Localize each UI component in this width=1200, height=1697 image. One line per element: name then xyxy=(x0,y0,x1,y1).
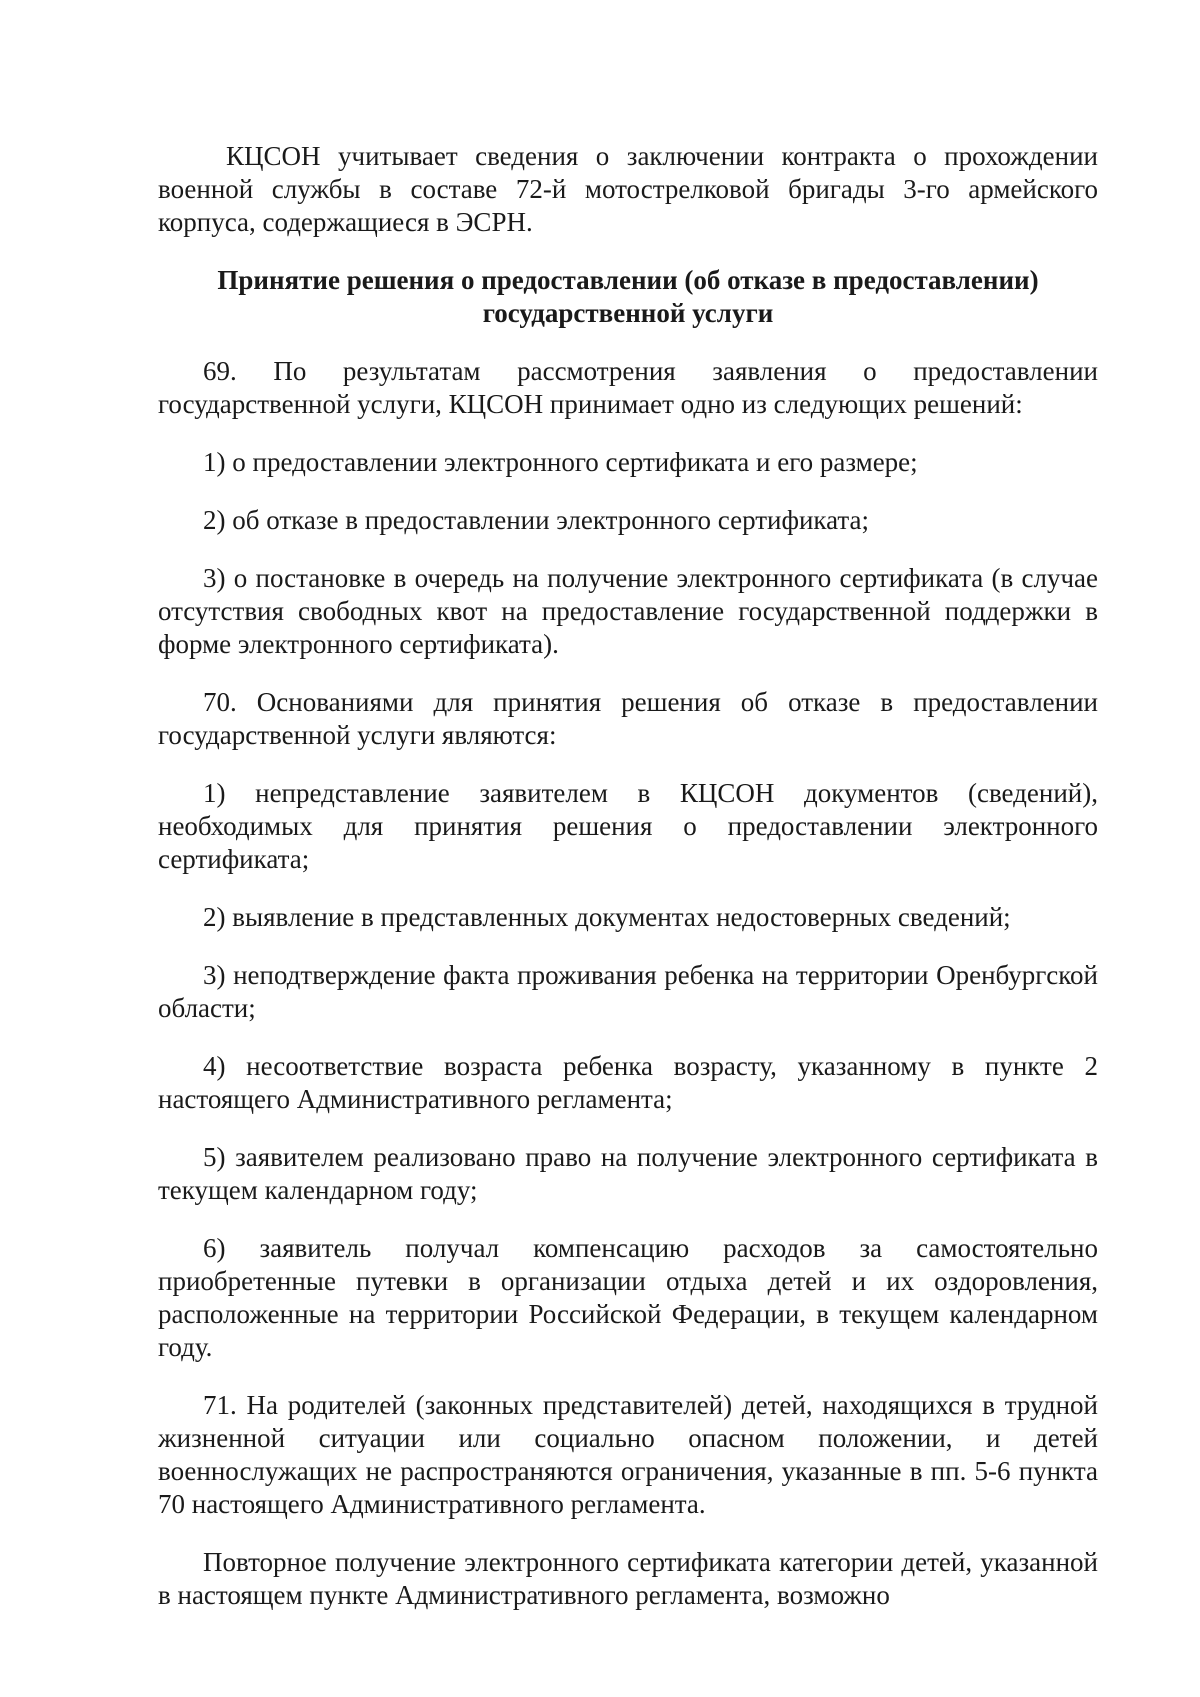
paragraph-71-repeat: Повторное получение электронного сертификата категории детей, указанной в настоящем пункте Административного регламента, возможно xyxy=(158,1547,1098,1610)
paragraph-69-item-3: 3) о постановке в очередь на получение электронного сертификата (в случае отсутствия свободных квот на предоставление государственной поддержки в форме электронного сертификата). xyxy=(158,563,1098,659)
paragraph-70: 70. Основаниями для принятия решения об отказе в предоставлении государственной услуги являются: xyxy=(158,687,1098,750)
document-body xyxy=(158,140,1098,1637)
section-heading-line2: государственной услуги xyxy=(482,298,774,328)
section-heading-line1: Принятие решения о предоставлении (об отказе в предоставлении) xyxy=(217,265,1039,295)
intro-paragraph: КЦСОН учитывает сведения о заключении контракта о прохождении военной службы в составе 72-й мотострелковой бригады 3-го армейского корпуса, содержащиеся в ЭСРН. xyxy=(158,141,1098,237)
paragraph-70-item-3: 3) неподтверждение факта проживания ребенка на территории Оренбургской области; xyxy=(158,960,1098,1023)
paragraph-70-item-5: 5) заявителем реализовано право на получение электронного сертификата в текущем календарном году; xyxy=(158,1142,1098,1205)
paragraph-70-item-1: 1) непредставление заявителем в КЦСОН документов (сведений), необходимых для принятия решения о предоставлении электронного сертификата; xyxy=(158,778,1098,874)
paragraph-70-item-2: 2) выявление в представленных документах недостоверных сведений; xyxy=(203,902,1011,932)
paragraph-69-item-2: 2) об отказе в предоставлении электронного сертификата; xyxy=(203,505,870,535)
paragraph-70-item-6: 6) заявитель получал компенсацию расходов за самостоятельно приобретенные путевки в организации отдыха детей и их оздоровления, расположенные на территории Российской Федерации, в текущем календарном году. xyxy=(158,1233,1098,1362)
paragraph-69-item-1: 1) о предоставлении электронного сертификата и его размере; xyxy=(203,447,918,477)
paragraph-71: 71. На родителей (законных представителей) детей, находящихся в трудной жизненной ситуации или социально опасном положении, и детей военнослужащих не распространяются ограничения, указанные в пп. 5-6 пункта 70 настоящего Административного регламента. xyxy=(158,1390,1098,1519)
section-heading xyxy=(158,264,1098,330)
paragraph-70-item-4: 4) несоответствие возраста ребенка возрасту, указанному в пункте 2 настоящего Административного регламента; xyxy=(158,1051,1098,1114)
paragraph-69: 69. По результатам рассмотрения заявления о предоставлении государственной услуги, КЦСОН принимает одно из следующих решений: xyxy=(158,356,1098,419)
